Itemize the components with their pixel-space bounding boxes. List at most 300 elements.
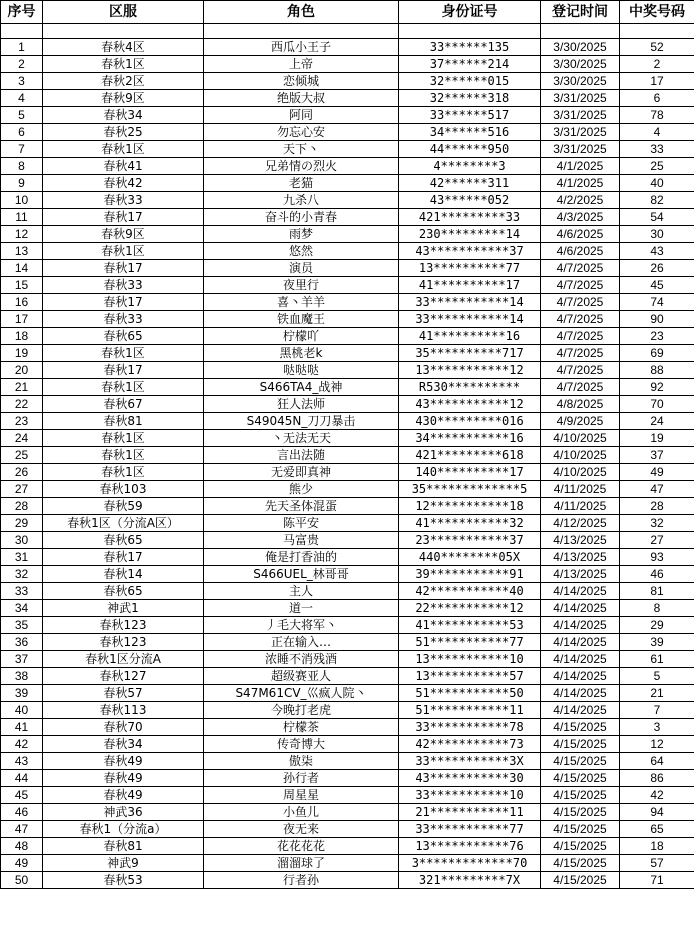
character-cell: 狂人法师 — [204, 396, 399, 413]
index-cell: 21 — [1, 379, 43, 396]
prize-number-cell: 8 — [620, 600, 694, 617]
id-number-cell: 13***********10 — [399, 651, 541, 668]
register-time-cell: 4/15/2025 — [541, 736, 620, 753]
table-row — [1, 532, 694, 549]
prize-number-cell: 29 — [620, 617, 694, 634]
character-cell: 西瓜小王子 — [204, 39, 399, 56]
register-time-cell: 4/12/2025 — [541, 515, 620, 532]
register-time-cell: 4/13/2025 — [541, 566, 620, 583]
character-cell: 今晚打老虎 — [204, 702, 399, 719]
register-time-cell: 4/11/2025 — [541, 481, 620, 498]
table-row — [1, 566, 694, 583]
prize-number-cell: 3 — [620, 719, 694, 736]
table-row — [1, 396, 694, 413]
table-row — [1, 838, 694, 855]
character-cell: 丶无法无天 — [204, 430, 399, 447]
blank-cell — [204, 24, 399, 39]
index-cell: 5 — [1, 107, 43, 124]
table-row — [1, 719, 694, 736]
header-id-number: 身份证号 — [399, 1, 541, 24]
prize-number-cell: 86 — [620, 770, 694, 787]
register-time-cell: 3/30/2025 — [541, 39, 620, 56]
character-cell: 绝版大叔 — [204, 90, 399, 107]
character-cell: S49045N_刀刀暴击 — [204, 413, 399, 430]
character-cell: 黑桃老k — [204, 345, 399, 362]
character-cell: 行者孙 — [204, 872, 399, 889]
index-cell: 48 — [1, 838, 43, 855]
table-row — [1, 515, 694, 532]
prize-number-cell: 65 — [620, 821, 694, 838]
table-row — [1, 277, 694, 294]
server-cell: 春秋81 — [43, 413, 204, 430]
id-number-cell: 13**********77 — [399, 260, 541, 277]
table-row — [1, 821, 694, 838]
character-cell: 小鱼儿 — [204, 804, 399, 821]
id-number-cell: 41***********53 — [399, 617, 541, 634]
table-row — [1, 651, 694, 668]
id-number-cell: 21***********11 — [399, 804, 541, 821]
id-number-cell: 35**********717 — [399, 345, 541, 362]
character-cell: 浓睡不消残酒 — [204, 651, 399, 668]
character-cell: S47M61CV_巛疯人院丶 — [204, 685, 399, 702]
id-number-cell: 42***********73 — [399, 736, 541, 753]
index-cell: 11 — [1, 209, 43, 226]
character-cell: 先天圣体混蛋 — [204, 498, 399, 515]
server-cell: 春秋1区 — [43, 56, 204, 73]
character-cell: 奋斗的小青春 — [204, 209, 399, 226]
prize-number-cell: 19 — [620, 430, 694, 447]
register-time-cell: 4/14/2025 — [541, 617, 620, 634]
id-number-cell: 421*********33 — [399, 209, 541, 226]
register-time-cell: 4/13/2025 — [541, 532, 620, 549]
id-number-cell: 41***********32 — [399, 515, 541, 532]
register-time-cell: 4/15/2025 — [541, 804, 620, 821]
server-cell: 春秋1区 — [43, 430, 204, 447]
prize-number-cell: 42 — [620, 787, 694, 804]
id-number-cell: 140**********17 — [399, 464, 541, 481]
index-cell: 49 — [1, 855, 43, 872]
header-row — [1, 1, 694, 24]
server-cell: 春秋67 — [43, 396, 204, 413]
server-cell: 春秋1区（分流A区） — [43, 515, 204, 532]
server-cell: 春秋57 — [43, 685, 204, 702]
register-time-cell: 4/9/2025 — [541, 413, 620, 430]
blank-cell — [399, 24, 541, 39]
register-time-cell: 4/14/2025 — [541, 702, 620, 719]
server-cell: 春秋14 — [43, 566, 204, 583]
character-cell: 溜溜球了 — [204, 855, 399, 872]
character-cell: 超级赛亚人 — [204, 668, 399, 685]
prize-number-cell: 7 — [620, 702, 694, 719]
character-cell: 天下丶 — [204, 141, 399, 158]
server-cell: 春秋2区 — [43, 73, 204, 90]
table-row — [1, 702, 694, 719]
register-time-cell: 4/14/2025 — [541, 685, 620, 702]
id-number-cell: 51***********77 — [399, 634, 541, 651]
index-cell: 32 — [1, 566, 43, 583]
index-cell: 29 — [1, 515, 43, 532]
table-row — [1, 430, 694, 447]
table-row — [1, 753, 694, 770]
id-number-cell: 3*************70 — [399, 855, 541, 872]
blank-cell — [1, 24, 43, 39]
table-row — [1, 362, 694, 379]
character-cell: 喜丶羊羊 — [204, 294, 399, 311]
character-cell: 演员 — [204, 260, 399, 277]
id-number-cell: 13***********57 — [399, 668, 541, 685]
table-row — [1, 107, 694, 124]
index-cell: 22 — [1, 396, 43, 413]
index-cell: 14 — [1, 260, 43, 277]
prize-number-cell: 40 — [620, 175, 694, 192]
register-time-cell: 4/15/2025 — [541, 838, 620, 855]
character-cell: 丿毛大将军丶 — [204, 617, 399, 634]
register-time-cell: 4/14/2025 — [541, 583, 620, 600]
prize-number-cell: 28 — [620, 498, 694, 515]
character-cell: 柠檬茶 — [204, 719, 399, 736]
index-cell: 42 — [1, 736, 43, 753]
table-row — [1, 311, 694, 328]
index-cell: 15 — [1, 277, 43, 294]
prize-number-cell: 21 — [620, 685, 694, 702]
index-cell: 18 — [1, 328, 43, 345]
prize-number-cell: 26 — [620, 260, 694, 277]
header-server: 区服 — [43, 1, 204, 24]
id-number-cell: 33***********14 — [399, 311, 541, 328]
id-number-cell: 43***********37 — [399, 243, 541, 260]
table-row — [1, 634, 694, 651]
index-cell: 19 — [1, 345, 43, 362]
character-cell: 正在输入… — [204, 634, 399, 651]
table-row — [1, 549, 694, 566]
header-prize-number: 中奖号码 — [620, 1, 694, 24]
character-cell: 上帝 — [204, 56, 399, 73]
server-cell: 春秋33 — [43, 277, 204, 294]
id-number-cell: 43***********30 — [399, 770, 541, 787]
id-number-cell: 43******052 — [399, 192, 541, 209]
index-cell: 33 — [1, 583, 43, 600]
table-row — [1, 141, 694, 158]
server-cell: 春秋65 — [43, 583, 204, 600]
id-number-cell: 34***********16 — [399, 430, 541, 447]
server-cell: 春秋34 — [43, 107, 204, 124]
register-time-cell: 3/30/2025 — [541, 73, 620, 90]
table-row — [1, 413, 694, 430]
register-time-cell: 4/15/2025 — [541, 753, 620, 770]
register-time-cell: 4/10/2025 — [541, 430, 620, 447]
character-cell: 言出法随 — [204, 447, 399, 464]
prize-number-cell: 12 — [620, 736, 694, 753]
prize-number-cell: 2 — [620, 56, 694, 73]
register-time-cell: 4/15/2025 — [541, 787, 620, 804]
index-cell: 27 — [1, 481, 43, 498]
character-cell: 花花花花 — [204, 838, 399, 855]
id-number-cell: 51***********50 — [399, 685, 541, 702]
index-cell: 17 — [1, 311, 43, 328]
index-cell: 16 — [1, 294, 43, 311]
id-number-cell: 42***********40 — [399, 583, 541, 600]
index-cell: 44 — [1, 770, 43, 787]
prize-number-cell: 47 — [620, 481, 694, 498]
register-time-cell: 3/31/2025 — [541, 90, 620, 107]
server-cell: 神武1 — [43, 600, 204, 617]
register-time-cell: 4/10/2025 — [541, 464, 620, 481]
server-cell: 春秋1区分流A — [43, 651, 204, 668]
prize-number-cell: 78 — [620, 107, 694, 124]
index-cell: 20 — [1, 362, 43, 379]
server-cell: 春秋9区 — [43, 226, 204, 243]
server-cell: 春秋1区 — [43, 243, 204, 260]
prize-number-cell: 64 — [620, 753, 694, 770]
id-number-cell: 421*********618 — [399, 447, 541, 464]
prize-number-cell: 18 — [620, 838, 694, 855]
table-row — [1, 90, 694, 107]
server-cell: 春秋1区 — [43, 379, 204, 396]
register-time-cell: 4/7/2025 — [541, 379, 620, 396]
prize-number-cell: 69 — [620, 345, 694, 362]
server-cell: 春秋103 — [43, 481, 204, 498]
character-cell: 熊少 — [204, 481, 399, 498]
id-number-cell: 44******950 — [399, 141, 541, 158]
server-cell: 春秋9区 — [43, 90, 204, 107]
header-character: 角色 — [204, 1, 399, 24]
id-number-cell: 23***********37 — [399, 532, 541, 549]
register-time-cell: 4/7/2025 — [541, 345, 620, 362]
register-time-cell: 3/30/2025 — [541, 56, 620, 73]
server-cell: 春秋17 — [43, 209, 204, 226]
table-row — [1, 464, 694, 481]
register-time-cell: 4/7/2025 — [541, 311, 620, 328]
table-row — [1, 226, 694, 243]
id-number-cell: 321*********7X — [399, 872, 541, 889]
index-cell: 45 — [1, 787, 43, 804]
server-cell: 春秋1区 — [43, 464, 204, 481]
id-number-cell: 35*************5 — [399, 481, 541, 498]
register-time-cell: 4/7/2025 — [541, 328, 620, 345]
table-row — [1, 600, 694, 617]
blank-cell — [43, 24, 204, 39]
id-number-cell: 22***********12 — [399, 600, 541, 617]
index-cell: 31 — [1, 549, 43, 566]
prize-number-cell: 90 — [620, 311, 694, 328]
server-cell: 春秋81 — [43, 838, 204, 855]
prize-number-cell: 82 — [620, 192, 694, 209]
character-cell: 悠然 — [204, 243, 399, 260]
register-time-cell: 4/7/2025 — [541, 260, 620, 277]
server-cell: 春秋53 — [43, 872, 204, 889]
id-number-cell: 33***********14 — [399, 294, 541, 311]
index-cell: 35 — [1, 617, 43, 634]
prize-number-cell: 39 — [620, 634, 694, 651]
prize-number-cell: 88 — [620, 362, 694, 379]
id-number-cell: 33***********10 — [399, 787, 541, 804]
register-time-cell: 4/3/2025 — [541, 209, 620, 226]
server-cell: 春秋1区 — [43, 345, 204, 362]
server-cell: 春秋17 — [43, 549, 204, 566]
table-row — [1, 583, 694, 600]
index-cell: 2 — [1, 56, 43, 73]
index-cell: 30 — [1, 532, 43, 549]
register-time-cell: 4/10/2025 — [541, 447, 620, 464]
id-number-cell: 430*********016 — [399, 413, 541, 430]
prize-number-cell: 6 — [620, 90, 694, 107]
id-number-cell: 41**********17 — [399, 277, 541, 294]
character-cell: 无爱即真神 — [204, 464, 399, 481]
register-time-cell: 3/31/2025 — [541, 124, 620, 141]
id-number-cell: 32******318 — [399, 90, 541, 107]
table-row — [1, 294, 694, 311]
character-cell: 俺是打香油的 — [204, 549, 399, 566]
prize-number-cell: 45 — [620, 277, 694, 294]
register-time-cell: 4/15/2025 — [541, 821, 620, 838]
register-time-cell: 4/13/2025 — [541, 549, 620, 566]
id-number-cell: R530********** — [399, 379, 541, 396]
prize-number-cell: 49 — [620, 464, 694, 481]
server-cell: 春秋123 — [43, 617, 204, 634]
character-cell: 孙行者 — [204, 770, 399, 787]
register-time-cell: 4/15/2025 — [541, 770, 620, 787]
character-cell: 哒哒哒 — [204, 362, 399, 379]
table-row — [1, 260, 694, 277]
server-cell: 神武36 — [43, 804, 204, 821]
index-cell: 28 — [1, 498, 43, 515]
server-cell: 春秋17 — [43, 362, 204, 379]
register-time-cell: 4/7/2025 — [541, 362, 620, 379]
register-time-cell: 4/7/2025 — [541, 294, 620, 311]
character-cell: 夜里行 — [204, 277, 399, 294]
id-number-cell: 440********05X — [399, 549, 541, 566]
index-cell: 39 — [1, 685, 43, 702]
id-number-cell: 43***********12 — [399, 396, 541, 413]
server-cell: 春秋33 — [43, 311, 204, 328]
register-time-cell: 4/14/2025 — [541, 668, 620, 685]
index-cell: 34 — [1, 600, 43, 617]
register-time-cell: 4/15/2025 — [541, 872, 620, 889]
id-number-cell: 42******311 — [399, 175, 541, 192]
index-cell: 38 — [1, 668, 43, 685]
register-time-cell: 4/14/2025 — [541, 600, 620, 617]
id-number-cell: 230*********14 — [399, 226, 541, 243]
character-cell: 马富贵 — [204, 532, 399, 549]
index-cell: 26 — [1, 464, 43, 481]
table-row — [1, 447, 694, 464]
server-cell: 春秋17 — [43, 294, 204, 311]
server-cell: 春秋1区 — [43, 141, 204, 158]
server-cell: 春秋42 — [43, 175, 204, 192]
id-number-cell: 51***********11 — [399, 702, 541, 719]
character-cell: 九杀八 — [204, 192, 399, 209]
id-number-cell: 32******015 — [399, 73, 541, 90]
character-cell: 道一 — [204, 600, 399, 617]
register-time-cell: 4/8/2025 — [541, 396, 620, 413]
table-row — [1, 192, 694, 209]
register-time-cell: 3/31/2025 — [541, 107, 620, 124]
server-cell: 春秋1（分流a） — [43, 821, 204, 838]
table-row — [1, 175, 694, 192]
prize-number-cell: 70 — [620, 396, 694, 413]
prize-number-cell: 27 — [620, 532, 694, 549]
character-cell: 傲柒 — [204, 753, 399, 770]
server-cell: 春秋1区 — [43, 447, 204, 464]
register-time-cell: 4/11/2025 — [541, 498, 620, 515]
character-cell: 柠檬吖 — [204, 328, 399, 345]
id-number-cell: 33******135 — [399, 39, 541, 56]
table-row — [1, 379, 694, 396]
table-row — [1, 124, 694, 141]
character-cell: 周星星 — [204, 787, 399, 804]
table-row — [1, 345, 694, 362]
id-number-cell: 33***********78 — [399, 719, 541, 736]
id-number-cell: 33******517 — [399, 107, 541, 124]
index-cell: 4 — [1, 90, 43, 107]
register-time-cell: 4/6/2025 — [541, 243, 620, 260]
id-number-cell: 41**********16 — [399, 328, 541, 345]
index-cell: 9 — [1, 175, 43, 192]
prize-number-cell: 23 — [620, 328, 694, 345]
register-time-cell: 4/14/2025 — [541, 651, 620, 668]
server-cell: 春秋127 — [43, 668, 204, 685]
prize-number-cell: 93 — [620, 549, 694, 566]
prize-number-cell: 61 — [620, 651, 694, 668]
server-cell: 春秋17 — [43, 260, 204, 277]
sheet-body — [1, 24, 694, 889]
index-cell: 13 — [1, 243, 43, 260]
id-number-cell: 33***********77 — [399, 821, 541, 838]
index-cell: 47 — [1, 821, 43, 838]
register-time-cell: 4/1/2025 — [541, 175, 620, 192]
index-cell: 37 — [1, 651, 43, 668]
prize-number-cell: 4 — [620, 124, 694, 141]
server-cell: 春秋25 — [43, 124, 204, 141]
character-cell: 阿同 — [204, 107, 399, 124]
index-cell: 24 — [1, 430, 43, 447]
register-time-cell: 4/15/2025 — [541, 719, 620, 736]
character-cell: 兄弟情の烈火 — [204, 158, 399, 175]
index-cell: 23 — [1, 413, 43, 430]
prize-number-cell: 71 — [620, 872, 694, 889]
server-cell: 春秋41 — [43, 158, 204, 175]
index-cell: 1 — [1, 39, 43, 56]
table-row — [1, 685, 694, 702]
table-row — [1, 668, 694, 685]
prize-number-cell: 25 — [620, 158, 694, 175]
character-cell: 恋倾城 — [204, 73, 399, 90]
id-number-cell: 33***********3X — [399, 753, 541, 770]
server-cell: 春秋49 — [43, 753, 204, 770]
server-cell: 春秋123 — [43, 634, 204, 651]
server-cell: 春秋65 — [43, 328, 204, 345]
index-cell: 41 — [1, 719, 43, 736]
index-cell: 10 — [1, 192, 43, 209]
header-index: 序号 — [1, 1, 43, 24]
blank-cell — [620, 24, 694, 39]
register-time-cell: 4/14/2025 — [541, 634, 620, 651]
index-cell: 43 — [1, 753, 43, 770]
table-row — [1, 498, 694, 515]
table-row — [1, 787, 694, 804]
table-row — [1, 158, 694, 175]
index-cell: 25 — [1, 447, 43, 464]
table-row — [1, 481, 694, 498]
prize-number-cell: 54 — [620, 209, 694, 226]
index-cell: 6 — [1, 124, 43, 141]
table-row — [1, 209, 694, 226]
prize-number-cell: 92 — [620, 379, 694, 396]
register-time-cell: 3/31/2025 — [541, 141, 620, 158]
table-row — [1, 872, 694, 889]
register-time-cell: 4/15/2025 — [541, 855, 620, 872]
character-cell: 勿忘心安 — [204, 124, 399, 141]
